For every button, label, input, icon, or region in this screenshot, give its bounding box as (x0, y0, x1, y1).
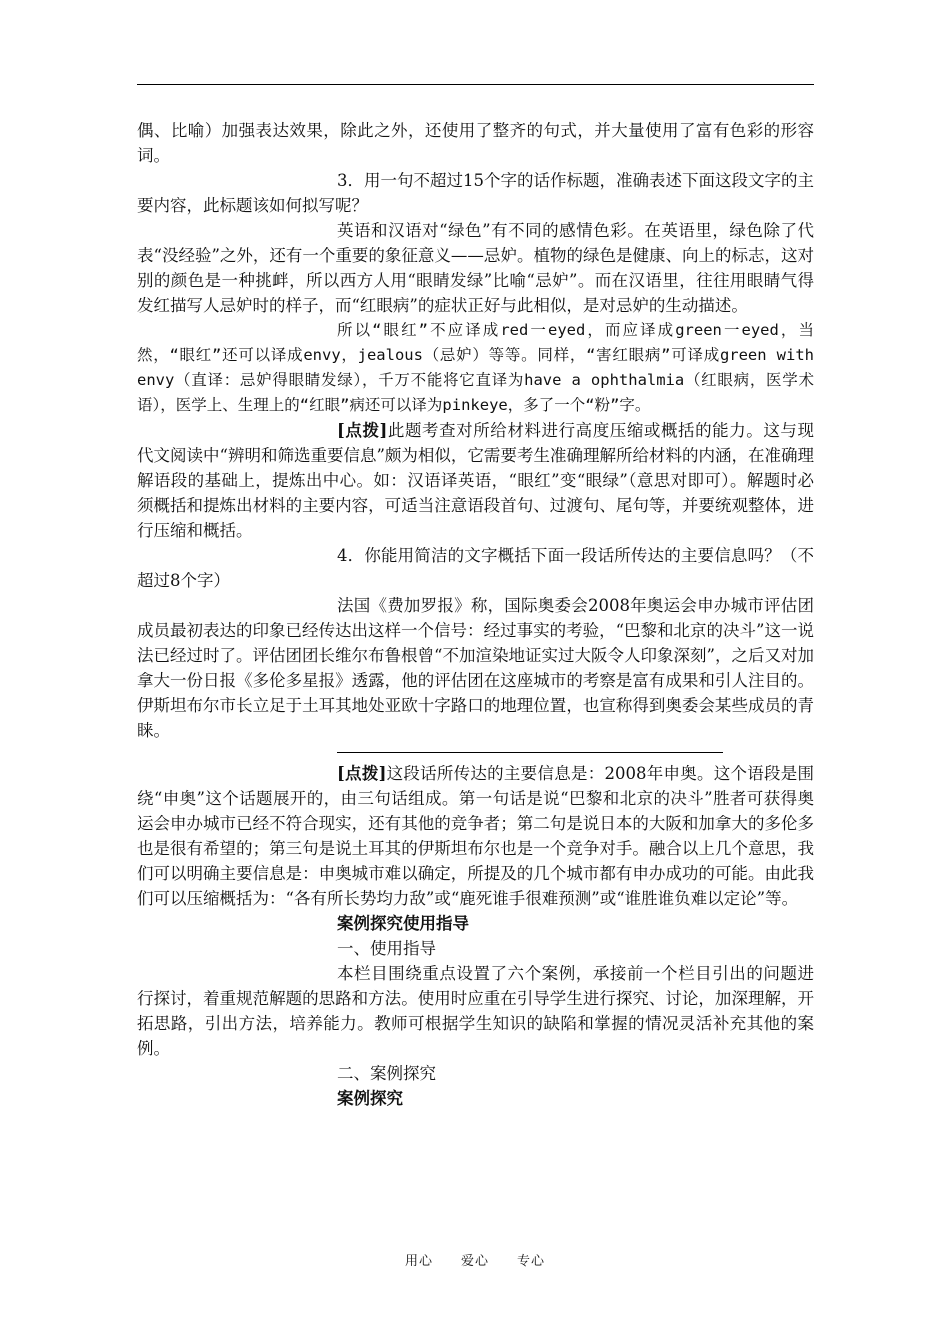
tip-4-text: 这段话所传达的主要信息是：2008年申奥。这个语段是围绕“申奥”这个话题展开的，由三句话组成。第一句话是说“巴黎和北京的决斗”胜者可获得奥运会申办城市已经不符合现实，还有其他的竞争者；第二句是说日本的大阪和加拿大的多伦多也是很有希望的；第三句是说土耳其的伊斯坦布尔也是一个竞争对手。融合以上几个意思，我们可以明确主要信息是：申奥城市难以确定，所提及的几个城市都有申办成功的可能。由此我们可以压缩概括为：“各有所长势均力敌”或“鹿死谁手很难预测”或“谁胜谁负难以定论”等。 (137, 764, 814, 908)
tip-3-text: 此题考查对所给材料进行高度压缩或概括的能力。这与现代文阅读中“辨明和筛选重要信息”颇为相似，它需要考生准确理解所给材料的内涵，在准确理解语段的基础上，提炼出中心。如：汉语译英语，“眼红”变“眼绿”（意思对即可）。解题时必须概括和提炼出材料的主要内容，可适当注意语段首句、过渡句、尾句等，并要统观整体，进行压缩和概括。 (137, 421, 815, 540)
question-3: 3．用一句不超过15个字的话作标题，准确表述下面这段文字的主要内容，此标题该如何拟写呢？ (137, 171, 814, 215)
subheading-usage-guide: 一、使用指导 (337, 939, 436, 958)
question-4: 4．你能用简洁的文字概括下面一段话所传达的主要信息吗？（不超过8个字） (137, 546, 814, 590)
usage-guide-text: 本栏目围绕重点设置了六个案例，承接前一个栏目引出的问题进行探讨，着重规范解题的思路和方法。使用时应重在引导学生进行探究、讨论，加深理解，开拓思路，引出方法，培养能力。教师可根据学生知识的缺陷和掌握的情况灵活补充其他的案例。 (137, 964, 814, 1058)
question-4-passage: 法国《费加罗报》称，国际奥委会2008年奥运会申办城市评估团成员最初表达的印象已经传达出这样一个信号：经过事实的考验，“巴黎和北京的决斗”这一说法已经过时了。评估团团长维尔布鲁根曾“不加渲染地证实过大阪令人印象深刻”，之后又对加拿大一份日报《多伦多星报》透露，他的评估团在这座城市的考察是富有成果和引人注目的。伊斯坦布尔市长立足于土耳其地处亚欧十字路口的地理位置，也宣称得到奥委会某些成员的青睐。 (137, 596, 814, 740)
page-body (137, 118, 814, 1111)
continued-paragraph: 偶、比喻）加强表达效果，除此之外，还使用了整齐的句式，并大量使用了富有色彩的形容词。 (137, 121, 814, 165)
tip-4 (137, 761, 814, 911)
page-footer: 用心 爱心 专心 (404, 1254, 545, 1269)
question-3-passage-2: 所以“眼红”不应译成red一eyed，而应译成green一eyed，当然，“眼红”还可以译成envy，jealous（忌妒）等等。同样，“害红眼病”可译成green with envy（直译：忌妒得眼睛发绿），千万不能将它直译为have a ophthalmia（红眼病，医学术语），医学上、生理上的“红眼”病还可以译为pinkeye，多了一个“粉”字。 (137, 321, 814, 414)
section-heading-guide: 案例探究使用指导 (337, 914, 469, 933)
header-rule (137, 84, 814, 85)
tip-3 (137, 418, 814, 543)
tip-label: [点拨] (337, 421, 388, 440)
question-3-passage-1: 英语和汉语对“绿色”有不同的感情色彩。在英语里，绿色除了代表“没经验”之外，还有一个重要的象征意义——忌妒。植物的绿色是健康、向上的标志，这对别的颜色是一种挑衅，所以西方人用“眼睛发绿”比喻“忌妒”。而在汉语里，往往用眼睛气得发红描写人忌妒时的样子，而“红眼病”的症状正好与此相似，是对忌妒的生动描述。 (137, 221, 814, 315)
subheading-case-study: 二、案例探究 (337, 1064, 436, 1083)
tip-label: [点拨] (337, 764, 387, 783)
answer-blank-line (337, 751, 723, 753)
section-heading-case: 案例探究 (337, 1089, 403, 1108)
